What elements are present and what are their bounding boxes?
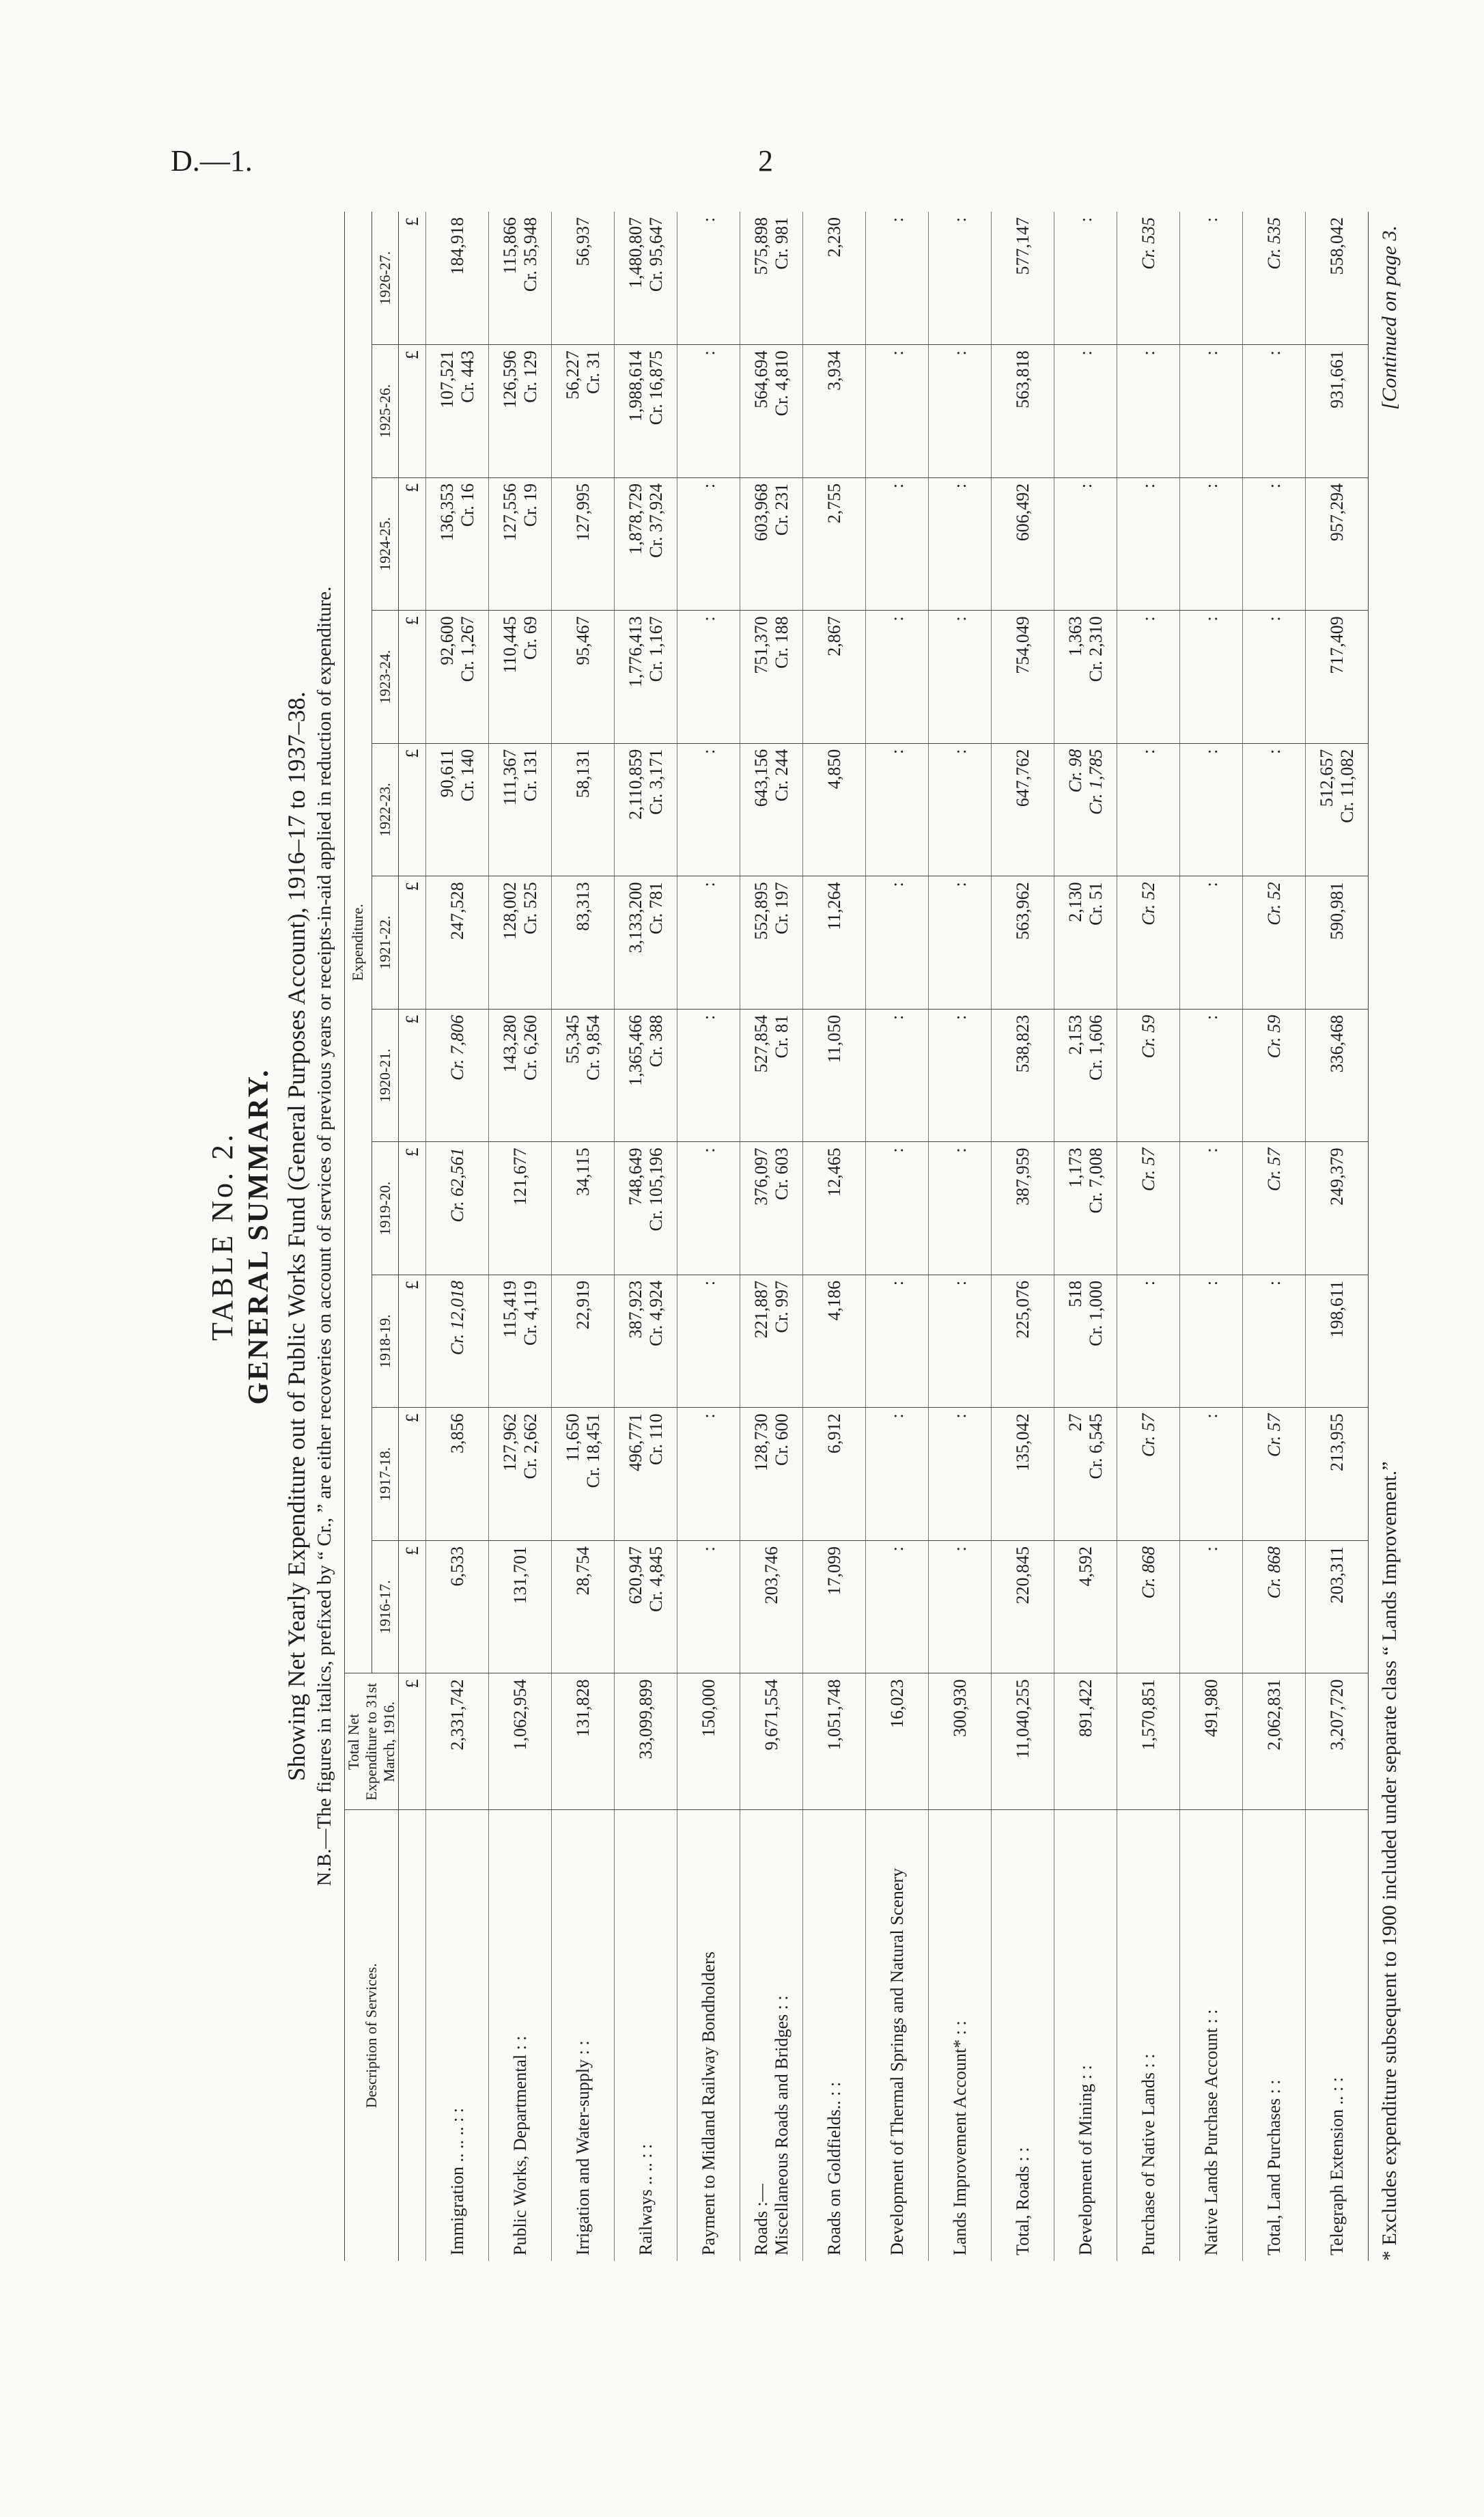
year-value-cell: 1,173 Cr. 7,008 <box>1054 1142 1117 1275</box>
year-value-cell: 2,110,859 Cr. 3,171 <box>615 743 677 876</box>
year-value-cell: Cr. 57 <box>1243 1142 1306 1275</box>
table-row <box>399 212 426 2261</box>
year-value-cell: 221,887 Cr. 997 <box>740 1275 803 1408</box>
year-header: 1920-21. <box>372 1009 399 1142</box>
table-subtitle: GENERAL SUMMARY. <box>243 1068 275 1405</box>
year-value-cell: : <box>1117 611 1180 744</box>
year-value-cell: Cr. 59 <box>1243 1009 1306 1142</box>
year-value-cell: : <box>929 611 992 744</box>
year-value-cell: : <box>1180 1408 1243 1541</box>
year-value-cell: 387,959 <box>992 1142 1054 1275</box>
year-value-cell: 143,280 Cr. 6,260 <box>489 1009 552 1142</box>
year-value-cell: : <box>677 1275 740 1408</box>
table-row <box>866 212 929 2261</box>
table-row <box>615 212 677 2261</box>
table-row <box>740 212 803 2261</box>
year-value-cell: Cr. 57 <box>1117 1408 1180 1541</box>
footer <box>1378 212 1401 2261</box>
year-value-cell: 751,370 Cr. 188 <box>740 611 803 744</box>
year-value-cell: : <box>866 1275 929 1408</box>
total-cell: 2,331,742 <box>426 1673 489 1810</box>
year-value-cell: 563,818 <box>992 345 1054 478</box>
table-note: N.B.—The figures in italics, prefixed by “ Cr., ” are either recoveries on account of services of previous years or receipts-in-aid applied in reduction of expenditure. <box>313 586 335 1887</box>
rotated-table-page <box>205 212 1475 2261</box>
table-row <box>1054 212 1117 2261</box>
year-value-cell: 538,823 <box>992 1009 1054 1142</box>
year-value-cell: 127,962 Cr. 2,662 <box>489 1408 552 1541</box>
year-value-cell: 213,955 <box>1306 1408 1369 1541</box>
year-value-cell: 121,677 <box>489 1142 552 1275</box>
year-value-cell: Cr. 57 <box>1117 1142 1180 1275</box>
year-value-cell: 22,919 <box>552 1275 615 1408</box>
year-header: 1917-18. <box>372 1408 399 1541</box>
year-value-cell: 518 Cr. 1,000 <box>1054 1275 1117 1408</box>
year-value-cell: 28,754 <box>552 1540 615 1673</box>
year-value-cell: : <box>866 1408 929 1541</box>
year-value-cell: : <box>929 345 992 478</box>
year-value-cell: £ <box>399 1275 426 1408</box>
year-value-cell: 376,097 Cr. 603 <box>740 1142 803 1275</box>
table-row <box>929 212 992 2261</box>
page-number: 2 <box>758 144 773 178</box>
table-row <box>489 212 552 2261</box>
year-value-cell: 606,492 <box>992 477 1054 611</box>
year-value-cell: 198,611 <box>1306 1275 1369 1408</box>
year-value-cell: 4,850 <box>803 743 866 876</box>
year-value-cell: : <box>866 1142 929 1275</box>
year-value-cell: 717,409 <box>1306 611 1369 744</box>
year-value-cell: 11,264 <box>803 876 866 1010</box>
year-value-cell: 110,445 Cr. 69 <box>489 611 552 744</box>
year-value-cell: £ <box>399 1540 426 1673</box>
row-description: Lands Improvement Account* : : <box>929 1810 992 2261</box>
year-value-cell: Cr. 52 <box>1117 876 1180 1010</box>
year-value-cell: : <box>866 743 929 876</box>
year-value-cell: 512,657 Cr. 11,082 <box>1306 743 1369 876</box>
year-value-cell: 203,746 <box>740 1540 803 1673</box>
year-value-cell: 127,556 Cr. 19 <box>489 477 552 611</box>
year-value-cell: : <box>929 212 992 345</box>
year-header: 1922-23. <box>372 743 399 876</box>
year-value-cell: 92,600 Cr. 1,267 <box>426 611 489 744</box>
year-value-cell: : <box>1243 477 1306 611</box>
year-value-cell: 590,981 <box>1306 876 1369 1010</box>
year-value-cell: : <box>677 1142 740 1275</box>
year-value-cell: 11,050 <box>803 1009 866 1142</box>
year-value-cell: 2,153 Cr. 1,606 <box>1054 1009 1117 1142</box>
total-cell: 11,040,255 <box>992 1673 1054 1810</box>
row-description: Purchase of Native Lands : : <box>1117 1810 1180 2261</box>
year-value-cell: : <box>1180 611 1243 744</box>
total-cell: 1,051,748 <box>803 1673 866 1810</box>
year-value-cell: : <box>677 1009 740 1142</box>
year-value-cell: : <box>1180 345 1243 478</box>
year-value-cell: Cr. 52 <box>1243 876 1306 1010</box>
row-description: Roads on Goldfields.. : : <box>803 1810 866 2261</box>
year-value-cell: : <box>929 743 992 876</box>
year-value-cell: : <box>1180 743 1243 876</box>
year-value-cell: 6,533 <box>426 1540 489 1673</box>
year-value-cell: £ <box>399 611 426 744</box>
year-value-cell: : <box>1180 1540 1243 1673</box>
year-value-cell: 1,878,729 Cr. 37,924 <box>615 477 677 611</box>
year-value-cell: 83,313 <box>552 876 615 1010</box>
year-value-cell: 220,845 <box>992 1540 1054 1673</box>
row-description <box>399 1810 426 2261</box>
year-value-cell: 577,147 <box>992 212 1054 345</box>
year-value-cell: 56,227 Cr. 31 <box>552 345 615 478</box>
year-value-cell: : <box>929 876 992 1010</box>
year-value-cell: : <box>929 1009 992 1142</box>
row-description: Irrigation and Water-supply : : <box>552 1810 615 2261</box>
year-value-cell: 2,130 Cr. 51 <box>1054 876 1117 1010</box>
year-value-cell: 12,465 <box>803 1142 866 1275</box>
table-description: Showing Net Yearly Expenditure out of Public Works Fund (General Purposes Account), 1916–17 to 1937–38. <box>283 691 310 1781</box>
row-description: Immigration .. .. .. : : <box>426 1810 489 2261</box>
year-value-cell: £ <box>399 1408 426 1541</box>
year-value-cell: 127,995 <box>552 477 615 611</box>
expenditure-header: Expenditure. <box>345 212 372 1673</box>
description-header: Description of Services. <box>345 1810 399 2261</box>
year-value-cell: : <box>866 1009 929 1142</box>
year-value-cell: 203,311 <box>1306 1540 1369 1673</box>
year-value-cell: : <box>866 611 929 744</box>
year-value-cell: : <box>1180 477 1243 611</box>
year-value-cell: 1,988,614 Cr. 16,875 <box>615 345 677 478</box>
year-value-cell: 1,480,807 Cr. 95,647 <box>615 212 677 345</box>
row-description: Native Lands Purchase Account : : <box>1180 1810 1243 2261</box>
year-value-cell: 11,650 Cr. 18,451 <box>552 1408 615 1541</box>
year-value-cell: 128,730 Cr. 600 <box>740 1408 803 1541</box>
table-row <box>1180 212 1243 2261</box>
year-value-cell: £ <box>399 1142 426 1275</box>
year-value-cell: : <box>866 345 929 478</box>
year-value-cell: 107,521 Cr. 443 <box>426 345 489 478</box>
year-value-cell: : <box>866 876 929 1010</box>
summary-table <box>344 212 1369 2261</box>
total-cell: £ <box>399 1673 426 1810</box>
year-value-cell: 90,611 Cr. 140 <box>426 743 489 876</box>
year-value-cell: : <box>1180 212 1243 345</box>
year-value-cell: 2,230 <box>803 212 866 345</box>
year-value-cell: Cr. 535 <box>1117 212 1180 345</box>
year-value-cell: : <box>1054 345 1117 478</box>
year-value-cell: : <box>929 477 992 611</box>
year-value-cell: 136,353 Cr. 16 <box>426 477 489 611</box>
year-value-cell: 564,694 Cr. 4,810 <box>740 345 803 478</box>
table-row <box>552 212 615 2261</box>
year-value-cell: : <box>677 743 740 876</box>
year-value-cell: 247,528 <box>426 876 489 1010</box>
year-value-cell: 552,895 Cr. 197 <box>740 876 803 1010</box>
total-cell: 491,980 <box>1180 1673 1243 1810</box>
year-value-cell: : <box>1180 876 1243 1010</box>
table-row <box>1243 212 1306 2261</box>
total-header: Total Net Expenditure to 31st March, 1916. <box>345 1673 399 1810</box>
year-value-cell: 754,049 <box>992 611 1054 744</box>
year-value-cell: : <box>1243 345 1306 478</box>
continued-note: [Continued on page 3. <box>1378 225 1401 410</box>
year-value-cell: : <box>929 1275 992 1408</box>
year-value-cell: : <box>677 212 740 345</box>
year-value-cell: 603,968 Cr. 231 <box>740 477 803 611</box>
year-value-cell: : <box>1243 611 1306 744</box>
row-description: Railways .. .. : : <box>615 1810 677 2261</box>
year-header: 1926-27. <box>372 212 399 345</box>
year-value-cell: : <box>677 1408 740 1541</box>
year-value-cell: 6,912 <box>803 1408 866 1541</box>
year-value-cell: : <box>1243 1275 1306 1408</box>
year-value-cell: : <box>866 477 929 611</box>
year-value-cell: 225,076 <box>992 1275 1054 1408</box>
year-value-cell: 575,898 Cr. 981 <box>740 212 803 345</box>
year-value-cell: 126,596 Cr. 129 <box>489 345 552 478</box>
year-value-cell: 4,186 <box>803 1275 866 1408</box>
row-description: Development of Mining : : <box>1054 1810 1117 2261</box>
year-value-cell: Cr. 7,806 <box>426 1009 489 1142</box>
year-value-cell: 115,419 Cr. 4,119 <box>489 1275 552 1408</box>
year-value-cell: £ <box>399 477 426 611</box>
row-description: Payment to Midland Railway Bondholders <box>677 1810 740 2261</box>
year-value-cell: : <box>677 611 740 744</box>
year-value-cell: : <box>677 876 740 1010</box>
year-value-cell: £ <box>399 743 426 876</box>
table-row <box>803 212 866 2261</box>
year-header: 1925-26. <box>372 345 399 478</box>
year-value-cell: : <box>677 477 740 611</box>
year-value-cell: 2,755 <box>803 477 866 611</box>
year-value-cell: : <box>1117 1275 1180 1408</box>
row-description: Total, Land Purchases : : <box>1243 1810 1306 2261</box>
year-value-cell: £ <box>399 876 426 1010</box>
year-value-cell: Cr. 62,561 <box>426 1142 489 1275</box>
year-value-cell: 1,365,466 Cr. 388 <box>615 1009 677 1142</box>
year-value-cell: 27 Cr. 6,545 <box>1054 1408 1117 1541</box>
year-value-cell: 387,923 Cr. 4,924 <box>615 1275 677 1408</box>
year-value-cell: 58,131 <box>552 743 615 876</box>
year-value-cell: : <box>1117 477 1180 611</box>
year-value-cell: : <box>1117 743 1180 876</box>
year-value-cell: : <box>866 1540 929 1673</box>
year-value-cell: 131,701 <box>489 1540 552 1673</box>
footnote: * Excludes expenditure subsequent to 1900 included under separate class “ Lands Improvement.” <box>1378 1461 1401 2261</box>
year-header: 1919-20. <box>372 1142 399 1275</box>
year-header: 1916-17. <box>372 1540 399 1673</box>
year-value-cell: : <box>929 1540 992 1673</box>
year-value-cell: : <box>1180 1142 1243 1275</box>
year-value-cell: Cr. 12,018 <box>426 1275 489 1408</box>
year-value-cell: 643,156 Cr. 244 <box>740 743 803 876</box>
year-value-cell: 496,771 Cr. 110 <box>615 1408 677 1541</box>
year-value-cell: 563,962 <box>992 876 1054 1010</box>
year-value-cell: 249,379 <box>1306 1142 1369 1275</box>
year-value-cell: Cr. 868 <box>1243 1540 1306 1673</box>
total-cell: 2,062,831 <box>1243 1673 1306 1810</box>
total-cell: 33,099,899 <box>615 1673 677 1810</box>
row-description: Telegraph Extension .. : : <box>1306 1810 1369 2261</box>
total-cell: 131,828 <box>552 1673 615 1810</box>
year-value-cell: 34,115 <box>552 1142 615 1275</box>
year-value-cell: £ <box>399 1009 426 1142</box>
year-value-cell: 558,042 <box>1306 212 1369 345</box>
year-value-cell: 184,918 <box>426 212 489 345</box>
total-cell: 300,930 <box>929 1673 992 1810</box>
year-value-cell: : <box>1243 743 1306 876</box>
year-value-cell: 336,468 <box>1306 1009 1369 1142</box>
year-value-cell: 115,866 Cr. 35,948 <box>489 212 552 345</box>
row-description: Roads :— Miscellaneous Roads and Bridges : : <box>740 1810 803 2261</box>
row-description: Total, Roads : : <box>992 1810 1054 2261</box>
year-value-cell: : <box>1180 1009 1243 1142</box>
year-value-cell: 3,856 <box>426 1408 489 1541</box>
table-row <box>1306 212 1369 2261</box>
total-cell: 891,422 <box>1054 1673 1117 1810</box>
total-cell: 3,207,720 <box>1306 1673 1369 1810</box>
year-value-cell: 128,002 Cr. 525 <box>489 876 552 1010</box>
table-row <box>992 212 1054 2261</box>
total-cell: 1,062,954 <box>489 1673 552 1810</box>
year-header: 1923-24. <box>372 611 399 744</box>
year-header: 1918-19. <box>372 1275 399 1408</box>
year-value-cell: 2,867 <box>803 611 866 744</box>
year-value-cell: : <box>1054 212 1117 345</box>
year-value-cell: Cr. 98 Cr. 1,785 <box>1054 743 1117 876</box>
table-row <box>677 212 740 2261</box>
year-header: 1924-25. <box>372 477 399 611</box>
year-value-cell: : <box>1180 1275 1243 1408</box>
year-value-cell: 647,762 <box>992 743 1054 876</box>
year-value-cell: 55,345 Cr. 9,854 <box>552 1009 615 1142</box>
year-header: 1921-22. <box>372 876 399 1010</box>
year-value-cell: 95,467 <box>552 611 615 744</box>
year-value-cell: 3,934 <box>803 345 866 478</box>
year-value-cell: 957,294 <box>1306 477 1369 611</box>
year-value-cell: £ <box>399 212 426 345</box>
year-value-cell: : <box>929 1142 992 1275</box>
year-value-cell: 527,854 Cr. 81 <box>740 1009 803 1142</box>
page-reference: D.—1. <box>171 144 253 178</box>
year-value-cell: 931,661 <box>1306 345 1369 478</box>
year-value-cell: Cr. 59 <box>1117 1009 1180 1142</box>
year-value-cell: 111,367 Cr. 131 <box>489 743 552 876</box>
year-value-cell: Cr. 57 <box>1243 1408 1306 1541</box>
total-cell: 16,023 <box>866 1673 929 1810</box>
year-value-cell: £ <box>399 345 426 478</box>
year-value-cell: 1,776,413 Cr. 1,167 <box>615 611 677 744</box>
year-value-cell: : <box>677 345 740 478</box>
table-row <box>1117 212 1180 2261</box>
total-cell: 1,570,851 <box>1117 1673 1180 1810</box>
year-value-cell: 4,592 <box>1054 1540 1117 1673</box>
year-value-cell: 56,937 <box>552 212 615 345</box>
year-value-cell: : <box>1117 345 1180 478</box>
table-row <box>426 212 489 2261</box>
year-value-cell: : <box>929 1408 992 1541</box>
year-value-cell: : <box>1054 477 1117 611</box>
total-cell: 9,671,554 <box>740 1673 803 1810</box>
year-value-cell: 3,133,200 Cr. 781 <box>615 876 677 1010</box>
year-value-cell: : <box>866 212 929 345</box>
total-cell: 150,000 <box>677 1673 740 1810</box>
year-value-cell: 1,363 Cr. 2,310 <box>1054 611 1117 744</box>
year-value-cell: Cr. 535 <box>1243 212 1306 345</box>
year-value-cell: 620,947 Cr. 4,845 <box>615 1540 677 1673</box>
row-description: Development of Thermal Springs and Natural Scenery <box>866 1810 929 2261</box>
year-value-cell: 748,649 Cr. 105,196 <box>615 1142 677 1275</box>
year-value-cell: 135,042 <box>992 1408 1054 1541</box>
year-value-cell: Cr. 868 <box>1117 1540 1180 1673</box>
year-value-cell: 17,099 <box>803 1540 866 1673</box>
year-value-cell: : <box>677 1540 740 1673</box>
table-title: TABLE No. 2. <box>206 1132 239 1341</box>
row-description: Public Works, Departmental : : <box>489 1810 552 2261</box>
